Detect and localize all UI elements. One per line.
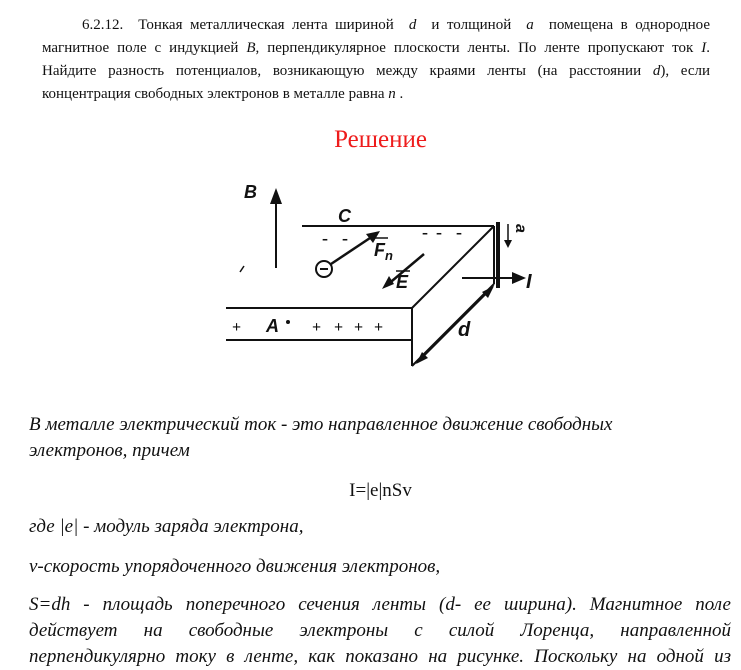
electron-icon [316,261,332,277]
plus-sign: + [374,319,384,336]
problem-text: и толщиной [431,17,512,33]
label-C: C [338,206,351,226]
problem-text: помещена в однородное [548,17,711,33]
problem-line-3 [42,60,710,83]
problem-text: . [706,40,711,56]
label-a: a [512,224,529,233]
point-A-dot [286,320,290,324]
label-I: I [526,271,532,293]
label-d: d [458,319,471,341]
problem-text: концентрация свободных электронов в металле равна [42,86,385,102]
symbol-d: d [408,17,417,33]
problem-text: . [399,86,404,102]
paragraph-1 [29,412,731,464]
paragraph-1-line-1: В металле электрический ток - это направленное движение свободных [29,414,613,435]
paragraph-velocity: v-скорость упорядоченного движения электронов, [29,556,441,577]
b-field-arrow [270,188,282,268]
solution-heading: Решение [334,126,427,153]
metal-strip-diagram [226,176,546,376]
plus-sign: + [334,319,344,336]
minus-sign: - [456,222,462,242]
paragraph-area [29,592,731,670]
thickness-marker [504,224,512,248]
current-formula: I=|e|nSv [349,480,412,501]
paragraph-area-line-2: действует на свободные электроны с силой Лоренца, направленной [29,620,731,641]
minus-sign: - [422,222,428,242]
width-marker [416,286,494,364]
symbol-a: a [526,17,534,33]
symbol-B: B [246,40,256,56]
paragraph-1-line-2: электронов, причем [29,440,190,461]
paragraph-charge: где |e| - модуль заряда электрона, [29,516,304,537]
problem-line-2 [42,37,710,60]
symbol-n: n [388,86,396,102]
minus-sign: - [322,228,328,248]
label-Fn: $F_n$ [374,240,393,263]
minus-sign: - [436,222,442,242]
plus-sign: + [354,319,364,336]
tick-mark [240,266,244,272]
problem-text: Найдите разность потенциалов, возникающую между краями ленты (на расстоянии [42,63,642,79]
symbol-I: I [701,40,707,56]
problem-number: 6.2.12. [82,17,124,33]
problem-statement [42,14,710,106]
problem-line-1 [42,14,710,37]
paragraph-area-line-3: перпендикулярно току в ленте, как показано на рисунке. Поскольку на одной из [29,646,731,667]
problem-text: Тонкая металлическая лента шириной [138,17,394,33]
label-E: E [396,272,409,292]
symbol-d: d [652,63,661,79]
label-A: A [266,316,279,336]
paragraph-area-line-1: S=dh - площадь поперечного сечения ленты (d- ее ширина). Магнитное поле [29,594,731,615]
problem-line-4 [42,83,710,106]
minus-sign: - [342,228,348,248]
problem-text: магнитное поле с индукцией [42,40,239,56]
label-B: B [244,182,257,202]
plus-sign: + [312,319,322,336]
problem-text: , перпендикулярное плоскости ленты. По ленте пропускают ток [255,40,694,56]
problem-text: ), если [660,63,711,79]
plus-sign: + [232,319,242,336]
lorentz-force-arrow [331,231,380,264]
